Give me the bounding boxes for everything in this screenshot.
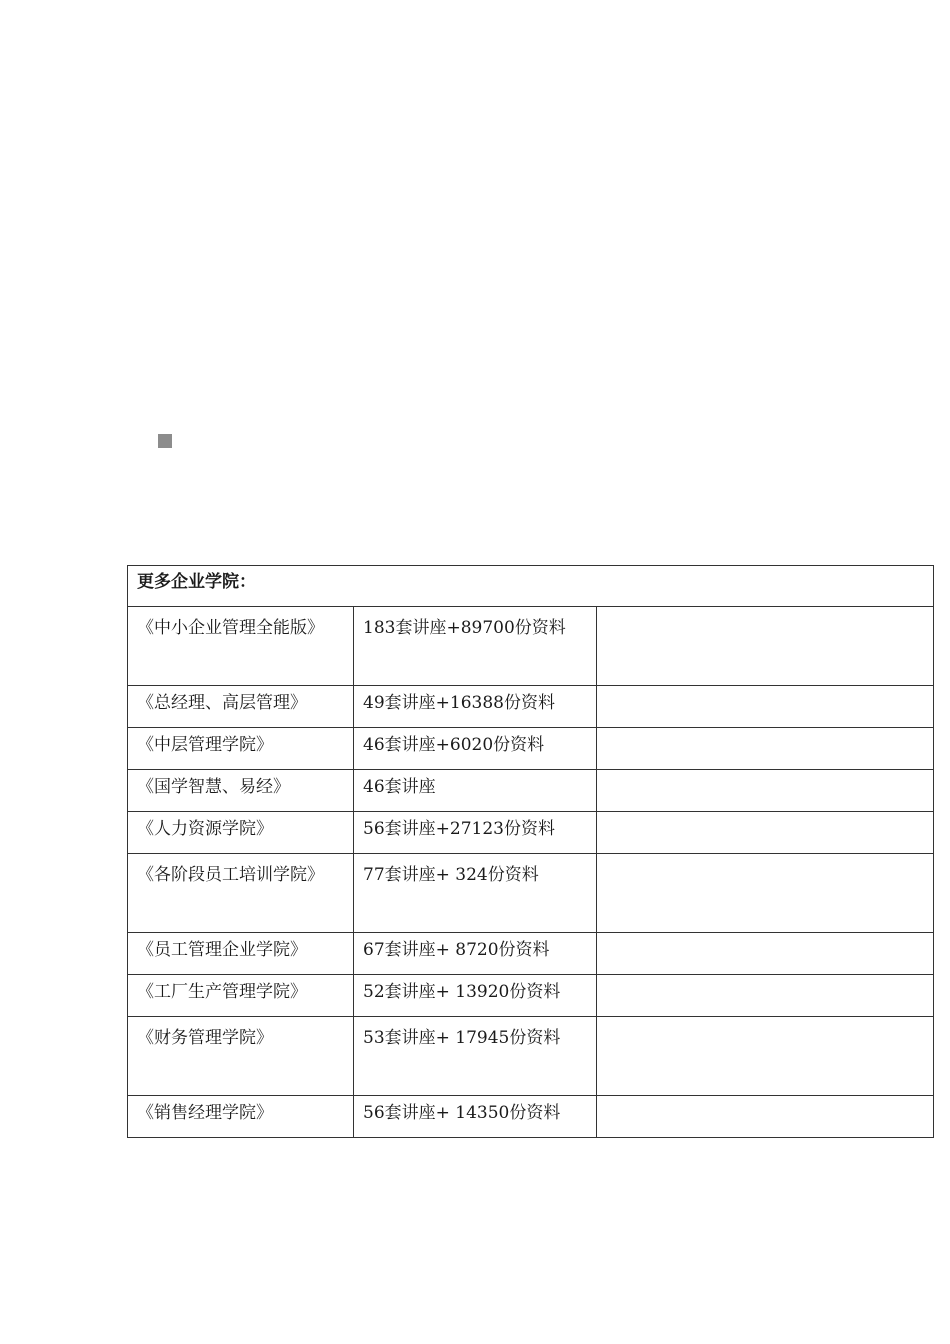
table-row bbox=[128, 686, 934, 728]
table-header-row bbox=[128, 566, 934, 607]
academy-name: 《中小企业管理全能版》 bbox=[128, 607, 354, 686]
academy-name: 《财务管理学院》 bbox=[128, 1017, 354, 1096]
academy-extra bbox=[597, 1017, 934, 1096]
table-row bbox=[128, 933, 934, 975]
table-row bbox=[128, 1096, 934, 1138]
academy-content: 52套讲座+ 13920份资料 bbox=[354, 975, 597, 1017]
academy-extra bbox=[597, 812, 934, 854]
academy-content: 46套讲座+6020份资料 bbox=[354, 728, 597, 770]
academy-name: 《国学智慧、易经》 bbox=[128, 770, 354, 812]
academy-content: 56套讲座+27123份资料 bbox=[354, 812, 597, 854]
academy-name: 《工厂生产管理学院》 bbox=[128, 975, 354, 1017]
table-row bbox=[128, 1017, 934, 1096]
table-row bbox=[128, 607, 934, 686]
table-row bbox=[128, 975, 934, 1017]
academy-extra bbox=[597, 975, 934, 1017]
academy-extra bbox=[597, 728, 934, 770]
academy-extra bbox=[597, 1096, 934, 1138]
table-row bbox=[128, 812, 934, 854]
table-row bbox=[128, 770, 934, 812]
academy-content: 46套讲座 bbox=[354, 770, 597, 812]
academy-extra bbox=[597, 854, 934, 933]
academy-name: 《中层管理学院》 bbox=[128, 728, 354, 770]
academy-content: 49套讲座+16388份资料 bbox=[354, 686, 597, 728]
academy-name: 《总经理、高层管理》 bbox=[128, 686, 354, 728]
academy-extra bbox=[597, 933, 934, 975]
academy-name: 《人力资源学院》 bbox=[128, 812, 354, 854]
academy-name: 《销售经理学院》 bbox=[128, 1096, 354, 1138]
bullet-square-icon bbox=[158, 434, 172, 448]
academy-name: 《各阶段员工培训学院》 bbox=[128, 854, 354, 933]
academy-content: 67套讲座+ 8720份资料 bbox=[354, 933, 597, 975]
academy-content: 183套讲座+89700份资料 bbox=[354, 607, 597, 686]
academy-extra bbox=[597, 607, 934, 686]
academy-content: 56套讲座+ 14350份资料 bbox=[354, 1096, 597, 1138]
table-row bbox=[128, 728, 934, 770]
academy-extra bbox=[597, 770, 934, 812]
academy-content: 53套讲座+ 17945份资料 bbox=[354, 1017, 597, 1096]
academy-extra bbox=[597, 686, 934, 728]
academy-table bbox=[127, 565, 934, 1138]
table-row bbox=[128, 854, 934, 933]
academy-content: 77套讲座+ 324份资料 bbox=[354, 854, 597, 933]
section-title: 更多企业学院： bbox=[128, 566, 934, 607]
academy-name: 《员工管理企业学院》 bbox=[128, 933, 354, 975]
